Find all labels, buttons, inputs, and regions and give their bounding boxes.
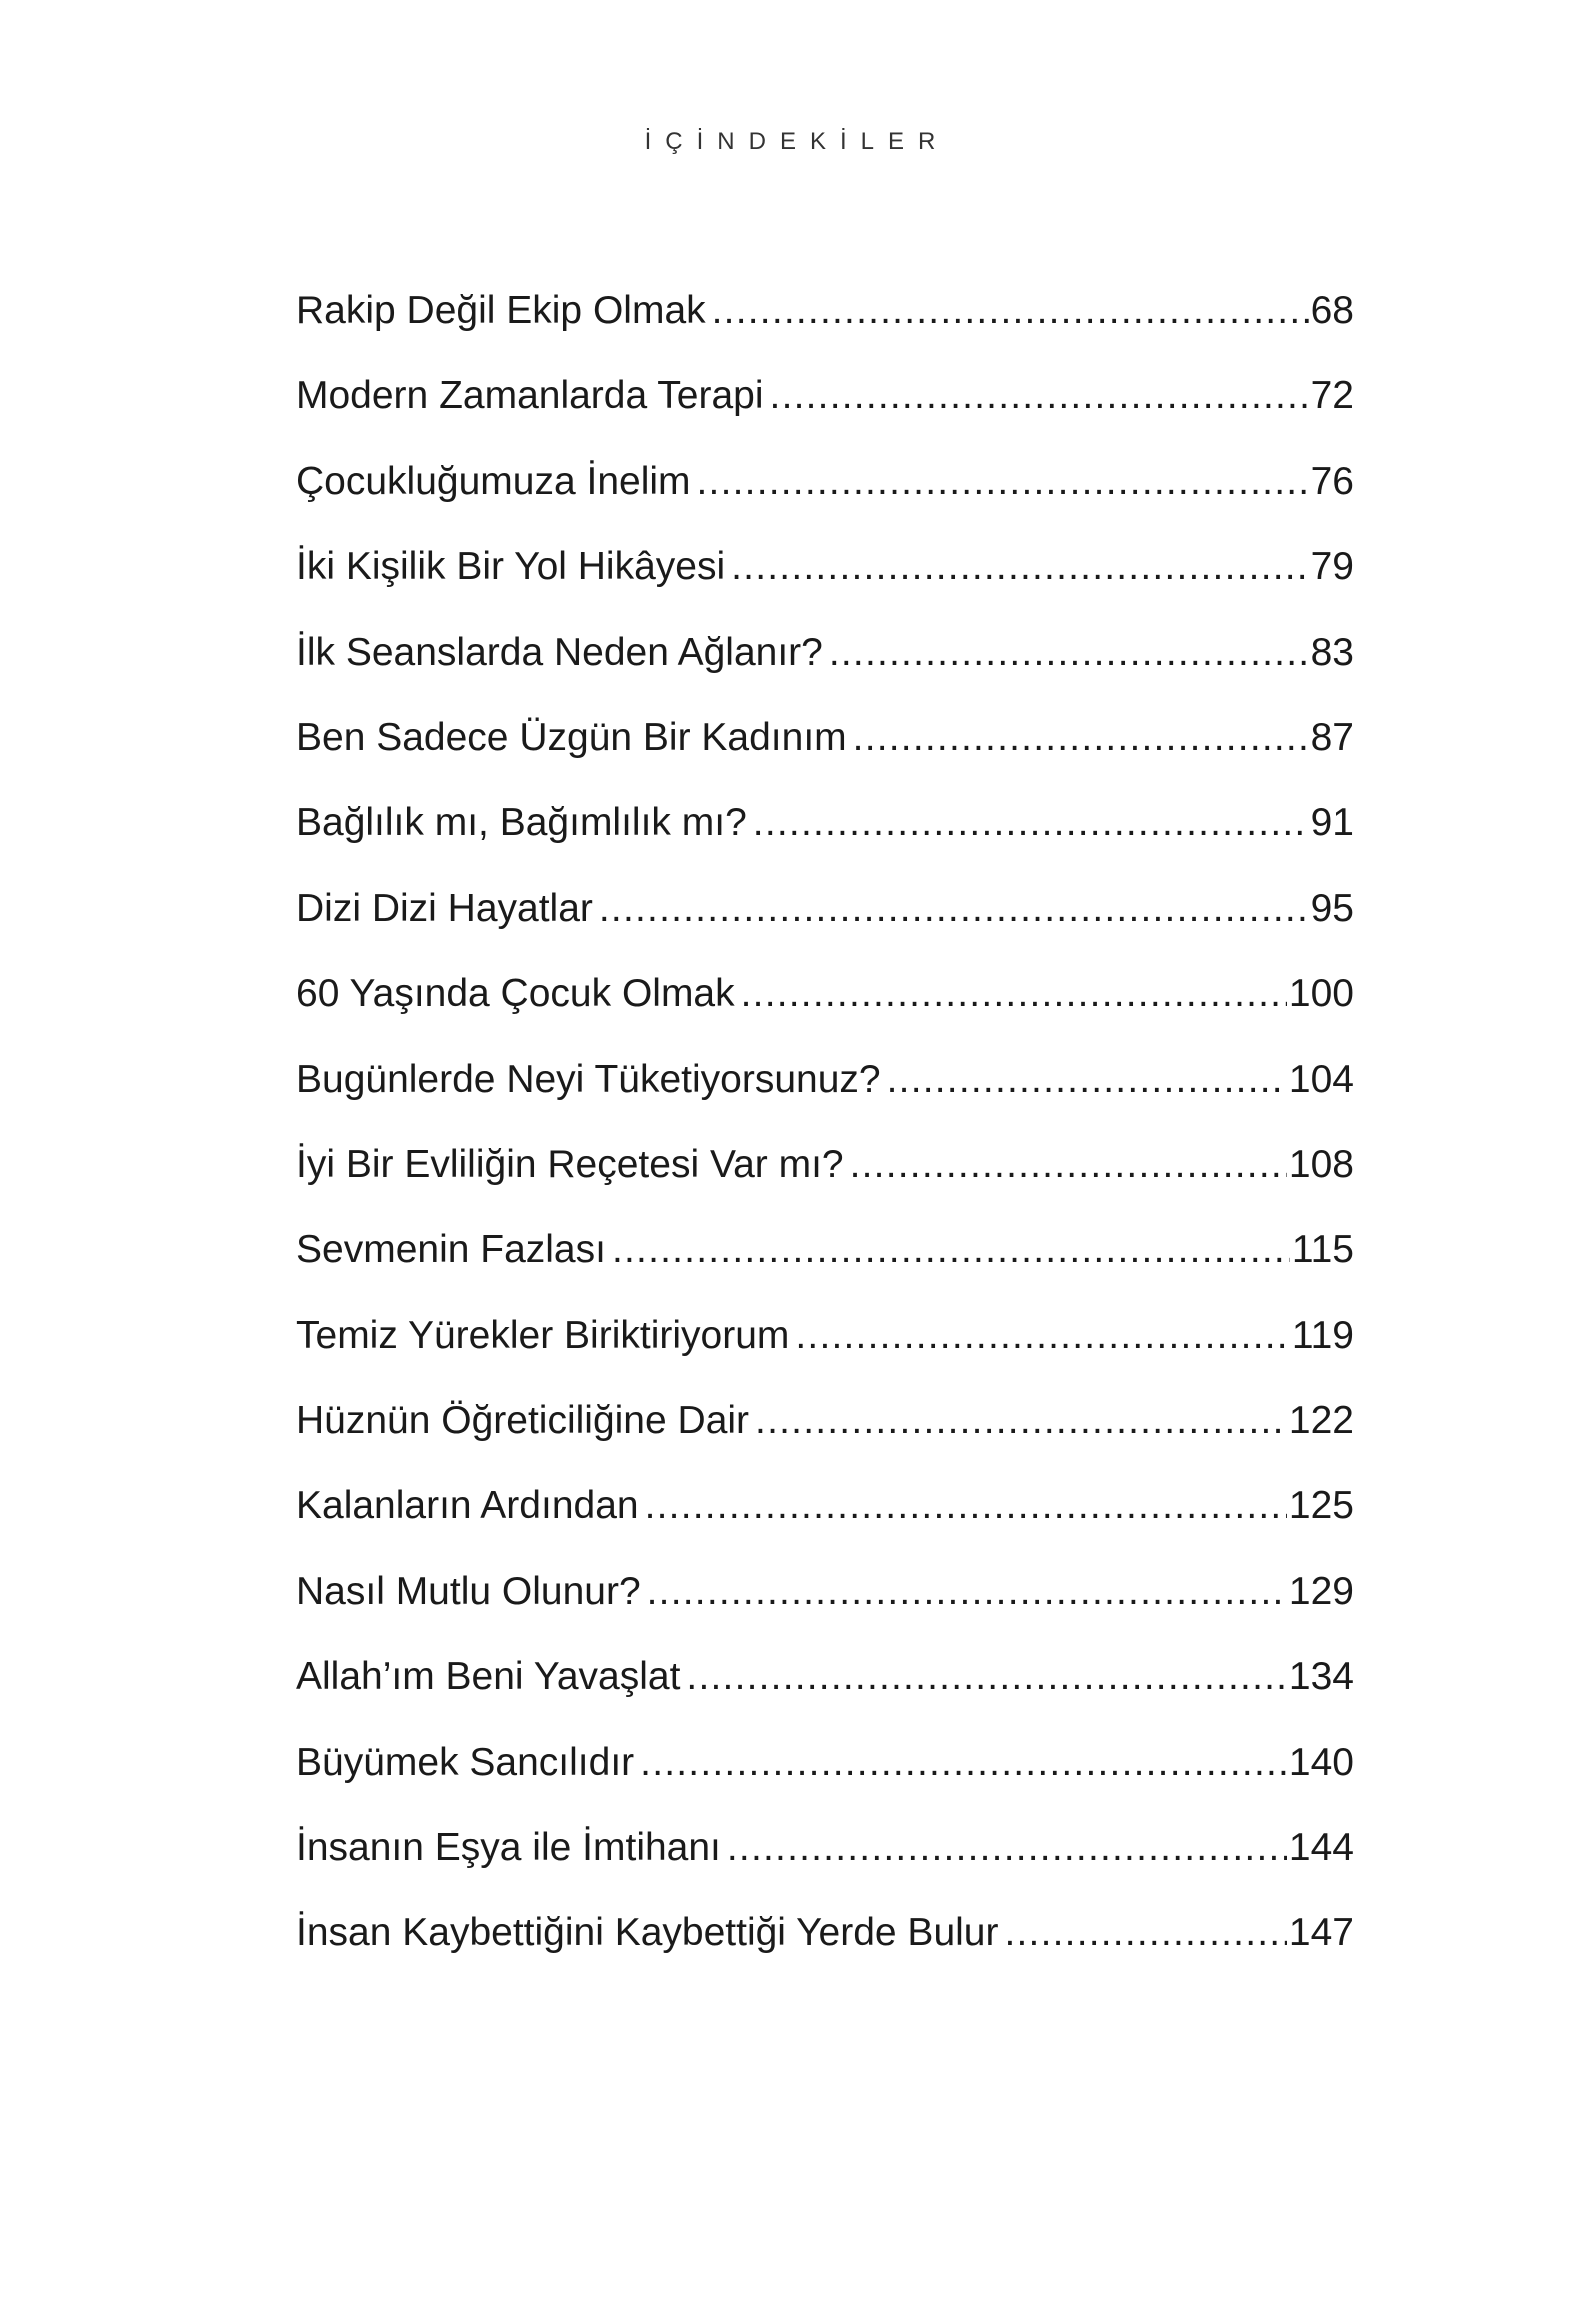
toc-entry-title: İnsanın Eşya ile İmtihanı bbox=[296, 1826, 721, 1870]
dot-leader bbox=[640, 1735, 1287, 1791]
dot-leader bbox=[755, 1393, 1287, 1449]
toc-entry[interactable] bbox=[296, 283, 1354, 368]
toc-entry[interactable] bbox=[296, 1137, 1354, 1222]
toc-entry-page: 140 bbox=[1288, 1740, 1354, 1784]
dot-leader bbox=[741, 966, 1287, 1022]
toc-entry-page: 95 bbox=[1310, 886, 1354, 930]
toc-entry-page: 68 bbox=[1310, 289, 1354, 332]
toc-entry-title: Bağlılık mı, Bağımlılık mı? bbox=[296, 801, 747, 845]
toc-entry-page: 76 bbox=[1310, 459, 1354, 503]
toc-entry-title: Bugünlerde Neyi Tüketiyorsunuz? bbox=[296, 1057, 881, 1101]
dot-leader bbox=[731, 539, 1308, 595]
dot-leader bbox=[753, 795, 1309, 851]
toc-entry[interactable] bbox=[296, 1649, 1354, 1734]
dot-leader bbox=[770, 368, 1309, 424]
toc-entry[interactable] bbox=[296, 1905, 1354, 1990]
toc-entry-title: İyi Bir Evliliğin Reçetesi Var mı? bbox=[296, 1142, 844, 1186]
toc-entry[interactable] bbox=[296, 1393, 1354, 1478]
toc-entry[interactable] bbox=[296, 1478, 1354, 1563]
dot-leader bbox=[887, 1052, 1287, 1108]
toc-entry[interactable] bbox=[296, 710, 1354, 795]
toc-entry[interactable] bbox=[296, 454, 1354, 539]
toc-entry-page: 115 bbox=[1291, 1228, 1354, 1272]
toc-entry-page: 72 bbox=[1310, 374, 1354, 418]
toc-entry[interactable] bbox=[296, 1564, 1354, 1649]
dot-leader bbox=[1004, 1905, 1286, 1961]
dot-leader bbox=[850, 1137, 1287, 1193]
dot-leader bbox=[612, 1222, 1290, 1278]
toc-entry[interactable] bbox=[296, 1052, 1354, 1137]
toc-entry[interactable] bbox=[296, 1308, 1354, 1393]
toc-entry-page: 79 bbox=[1310, 545, 1354, 589]
dot-leader bbox=[686, 1649, 1287, 1705]
toc-entry-page: 108 bbox=[1288, 1142, 1354, 1186]
toc-entry-title: Temiz Yürekler Biriktiriyorum bbox=[296, 1313, 790, 1357]
toc-entry-page: 144 bbox=[1288, 1826, 1354, 1870]
toc-entry-page: 83 bbox=[1310, 630, 1354, 674]
table-of-contents bbox=[296, 283, 1354, 1991]
toc-entry[interactable] bbox=[296, 625, 1354, 710]
toc-entry-page: 122 bbox=[1288, 1399, 1354, 1443]
toc-entry-title: 60 Yaşında Çocuk Olmak bbox=[296, 972, 735, 1016]
toc-entry-title: İnsan Kaybettiğini Kaybettiği Yerde Bulur bbox=[296, 1911, 999, 1955]
toc-entry-page: 129 bbox=[1288, 1569, 1354, 1613]
toc-entry-page: 119 bbox=[1291, 1313, 1354, 1357]
toc-entry[interactable] bbox=[296, 539, 1354, 624]
toc-entry-page: 134 bbox=[1288, 1655, 1354, 1699]
toc-entry-title: Hüznün Öğreticiliğine Dair bbox=[296, 1399, 750, 1443]
toc-entry-page: 100 bbox=[1288, 972, 1354, 1016]
toc-entry-page: 147 bbox=[1288, 1911, 1354, 1955]
toc-entry-title: Kalanların Ardından bbox=[296, 1484, 639, 1528]
toc-entry-page: 91 bbox=[1310, 801, 1354, 845]
toc-entry[interactable] bbox=[296, 1222, 1354, 1307]
dot-leader bbox=[795, 1308, 1289, 1364]
toc-entry-title: Modern Zamanlarda Terapi bbox=[296, 374, 764, 418]
toc-entry-page: 87 bbox=[1310, 715, 1354, 759]
toc-entry[interactable] bbox=[296, 1735, 1354, 1820]
toc-entry-title: İlk Seanslarda Neden Ağlanır? bbox=[296, 630, 823, 674]
toc-entry-page: 104 bbox=[1288, 1057, 1354, 1101]
toc-entry-title: Rakip Değil Ekip Olmak bbox=[296, 289, 706, 332]
toc-entry[interactable] bbox=[296, 881, 1354, 966]
dot-leader bbox=[647, 1564, 1287, 1620]
toc-entry-title: Ben Sadece Üzgün Bir Kadınım bbox=[296, 715, 847, 759]
dot-leader bbox=[727, 1820, 1287, 1876]
toc-entry[interactable] bbox=[296, 1820, 1354, 1905]
toc-entry-title: İki Kişilik Bir Yol Hikâyesi bbox=[296, 545, 726, 589]
page-title: İÇİNDEKİLER bbox=[644, 128, 950, 155]
toc-entry-title: Allah’ım Beni Yavaşlat bbox=[296, 1655, 681, 1699]
toc-entry[interactable] bbox=[296, 795, 1354, 880]
toc-entry-page: 125 bbox=[1288, 1484, 1354, 1528]
toc-entry-title: Büyümek Sancılıdır bbox=[296, 1740, 635, 1784]
dot-leader bbox=[645, 1478, 1287, 1534]
toc-entry-title: Sevmenin Fazlası bbox=[296, 1228, 606, 1272]
dot-leader bbox=[712, 283, 1309, 339]
dot-leader bbox=[829, 625, 1309, 681]
toc-entry[interactable] bbox=[296, 368, 1354, 453]
toc-entry-title: Dizi Dizi Hayatlar bbox=[296, 886, 593, 930]
toc-entry-title: Çocukluğumuza İnelim bbox=[296, 459, 691, 503]
toc-entry-title: Nasıl Mutlu Olunur? bbox=[296, 1569, 641, 1613]
dot-leader bbox=[599, 881, 1309, 937]
dot-leader bbox=[697, 454, 1309, 510]
toc-entry[interactable] bbox=[296, 966, 1354, 1051]
dot-leader bbox=[853, 710, 1309, 766]
